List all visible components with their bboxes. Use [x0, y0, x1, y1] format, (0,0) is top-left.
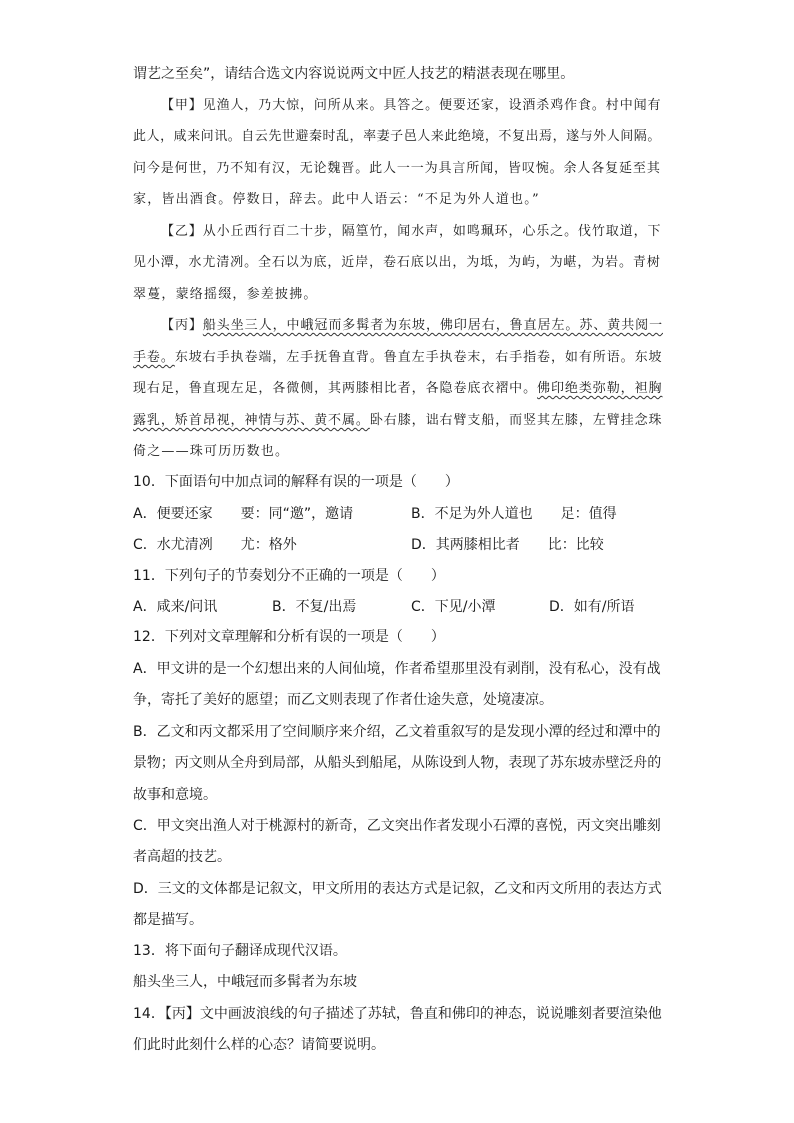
passage-bing-line-2: [133, 346, 663, 370]
question-14-stem-line-1: 14．【丙】文中画波浪线的句子描述了苏轼，鲁直和佛印的神态，说说雕刻者要渲染他: [133, 1006, 662, 1022]
question-10-stem: 10．下面语句中加点词的解释有误的一项是（ ）: [133, 474, 459, 490]
question-13-stem: 13．将下面句子翻译成现代汉语。: [133, 943, 347, 959]
question-13-sentence: 船头坐三人，中峨冠而多髯者为东坡: [133, 974, 357, 990]
passage-bing-text: 【丙】: [161, 318, 203, 333]
question-12-stem: 12．下列对文章理解和分析有误的一项是（ ）: [133, 629, 445, 645]
passage-bing-text: 东坡右手执卷端，左手抚鲁直背。鲁直左手执卷末，右手指卷，如有所语。东坡: [174, 350, 663, 365]
passage-yi-line-2: 见小潭，水尤清冽。全石以为底，近岸，卷石底以出，为坻，为屿，为嵁，为岩。青树: [133, 255, 661, 270]
wavy-underlined-text: 露乳，矫首昂视，神情与苏、黄不属。: [133, 413, 370, 428]
wavy-underlined-text: 船头坐三人，中峨冠而多髯者为东坡，佛印居右，鲁直居左。苏、黄共阅一: [202, 318, 663, 333]
passage-yi-line-1: 【乙】从小丘西行百二十步，隔篁竹，闻水声，如鸣珮环，心乐之。伐竹取道，下: [161, 224, 662, 239]
passage-yi-line-3: 翠蔓，蒙络摇缀，参差披拂。: [133, 287, 318, 302]
passage-bing-line-1: [161, 314, 663, 338]
question-11-stem: 11．下列句子的节奏划分不正确的一项是（ ）: [133, 568, 445, 584]
question-10-option-d[interactable]: D．其两膝相比者 比：比较: [411, 537, 604, 553]
question-12-option-d-line-2[interactable]: 都是描写。: [133, 912, 203, 928]
passage-bing-line-5: [133, 440, 663, 464]
question-11-option-d[interactable]: D．如有/所语: [549, 599, 635, 615]
question-12-option-d-line-1[interactable]: D．三文的文体都是记叙文，甲文所用的表达方式是记叙，乙文和丙文所用的表达方式: [133, 881, 662, 897]
passage-jia-line-2: 此人，咸来问讯。自云先世避秦时乱，率妻子邑人来此绝境，不复出焉，遂与外人间隔。: [133, 129, 661, 144]
passage-jia-line-4: 家，皆出酒食。停数日，辞去。此中人语云：“不足为外人道也。”: [133, 192, 540, 207]
question-12-option-c-line-2[interactable]: 者高超的技艺。: [133, 849, 231, 865]
question-12-option-a-line-1[interactable]: A．甲文讲的是一个幻想出来的人间仙境，作者希望那里没有剥削，没有私心，没有战: [133, 661, 661, 677]
passage-jia-line-1: 【甲】见渔人，乃大惊，问所从来。具答之。便要还家，设酒杀鸡作食。村中闻有: [161, 98, 662, 113]
wavy-underlined-text: 佛印绝类弥勒，袒胸: [537, 381, 663, 396]
question-11-option-b[interactable]: B．不复/出焉: [272, 599, 357, 615]
passage-bing-text: 卧右膝，诎右臂支船，而竖其左膝，左臂挂念珠: [369, 413, 663, 428]
passage-bing-line-4: [133, 409, 663, 433]
passage-bing-text: 现右足，鲁直现左足，各微侧，其两膝相比者，各隐卷底衣褶中。: [133, 381, 538, 396]
wavy-underlined-text: 手卷。: [133, 350, 175, 365]
question-12-option-b-line-2[interactable]: 景物；丙文则从全舟到局部，从船头到船尾，从陈设到人物，表现了苏东坡赤壁泛舟的: [133, 755, 662, 771]
question-14-stem-line-2: 们此时此刻什么样的心态？请简要说明。: [133, 1037, 385, 1053]
question-10-option-c[interactable]: C．水尤清冽 尤：格外: [133, 537, 297, 553]
question-10-option-a[interactable]: A．便要还家 要：同“邀”，邀请: [133, 506, 354, 522]
question-10-option-b[interactable]: B．不足为外人道也 足：值得: [411, 506, 617, 522]
passage-jia-line-3: 问今是何世，乃不知有汉，无论魏晋。此人一一为具言所闻，皆叹惋。余人各复延至其: [133, 161, 661, 176]
question-12-option-b-line-3[interactable]: 故事和意境。: [133, 787, 217, 803]
intro-tail-line: 谓艺之至矣”，请结合选文内容说说两文中匠人技艺的精湛表现在哪里。: [133, 66, 575, 82]
question-12-option-a-line-2[interactable]: 争，寄托了美好的愿望；而乙文则表现了作者仕途失意，处境凄凉。: [133, 692, 553, 708]
question-12-option-b-line-1[interactable]: B．乙文和丙文都采用了空间顺序来介绍，乙文着重叙写的是发现小潭的经过和潭中的: [133, 724, 661, 740]
question-12-option-c-line-1[interactable]: C．甲文突出渔人对于桃源村的新奇，乙文突出作者发现小石潭的喜悦，丙文突出雕刻: [133, 818, 661, 834]
question-11-option-c[interactable]: C．下见/小潭: [411, 599, 496, 615]
passage-bing-text: 倚之——珠可历历数也。: [133, 444, 290, 459]
passage-bing-line-3: [133, 377, 663, 401]
question-11-option-a[interactable]: A．咸来/问讯: [133, 599, 218, 615]
